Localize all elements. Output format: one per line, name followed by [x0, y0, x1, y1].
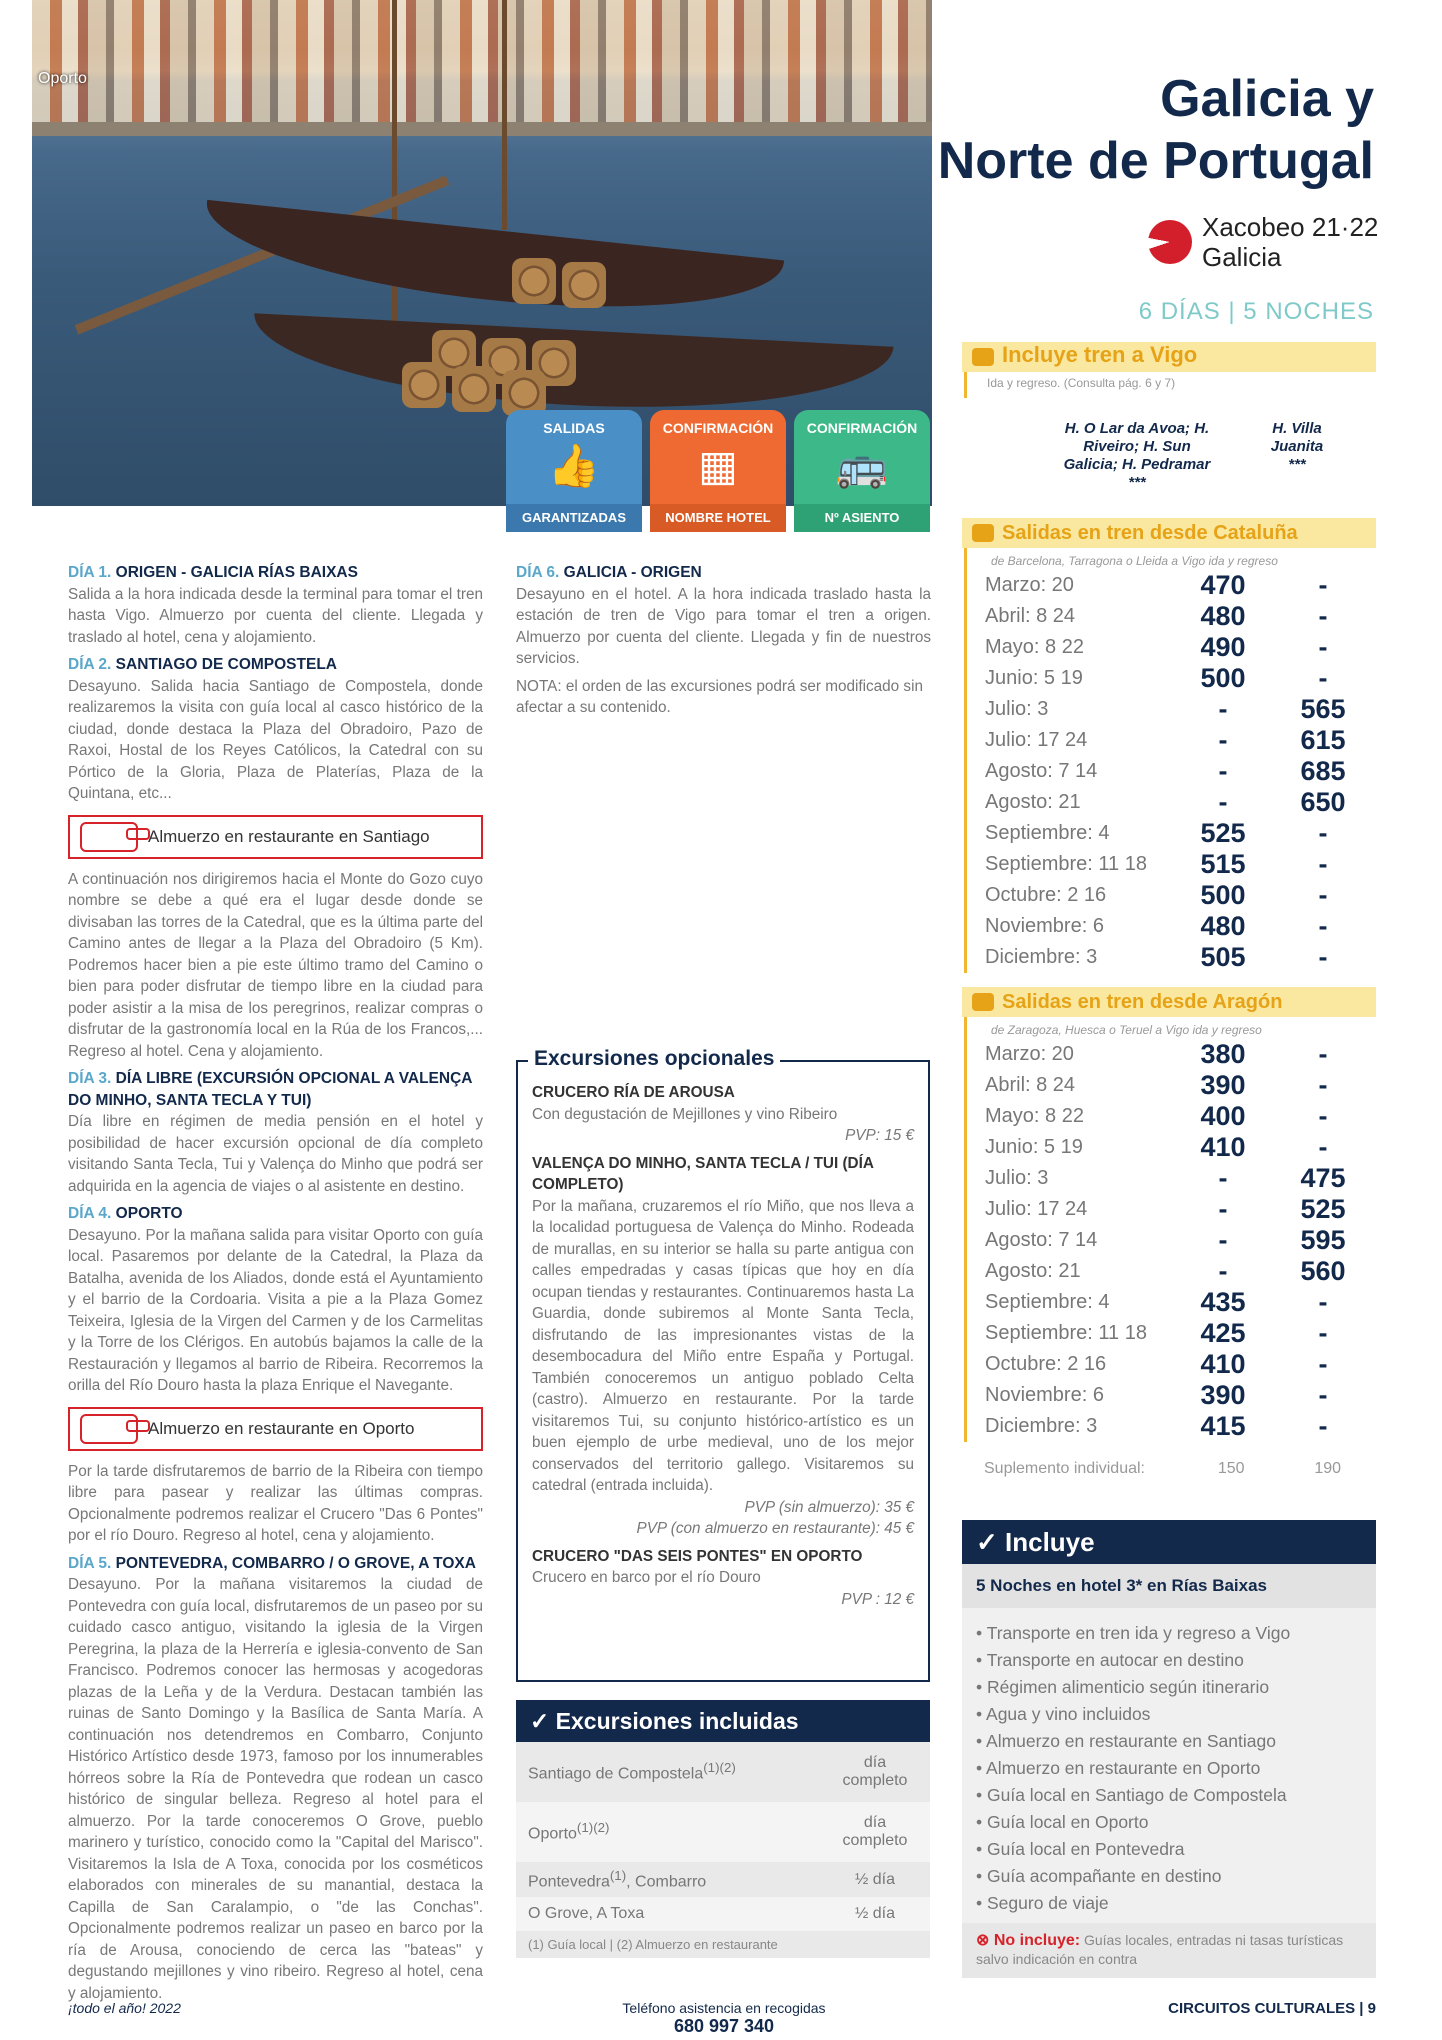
thumbs-up-icon: 👍: [547, 442, 601, 489]
price-cell-b: -: [1318, 632, 1328, 662]
include-item: • Guía local en Oporto: [976, 1809, 1362, 1836]
include-item: • Guía local en Pontevedra: [976, 1836, 1362, 1863]
price-cell-a: 470: [1200, 570, 1246, 600]
price-cell-a: -: [1218, 787, 1228, 817]
price-cell-b: -: [1318, 1287, 1328, 1317]
price-cell-a: 490: [1200, 632, 1246, 662]
price-cell-b: -: [1318, 1132, 1328, 1162]
price-cell-a: 410: [1200, 1132, 1246, 1162]
price-cell-a: -: [1218, 694, 1228, 724]
price-cell-m: Mayo: 8 22: [985, 636, 1084, 658]
include-item: • Almuerzo en restaurante en Oporto: [976, 1755, 1362, 1782]
include-item: • Agua y vino incluidos: [976, 1701, 1362, 1728]
page-title: [938, 68, 1374, 192]
price-cell-m: Septiembre: 11 18: [985, 1322, 1147, 1344]
pointing-hand-icon: [80, 822, 138, 852]
price-row: [967, 1039, 1376, 1070]
price-row: [967, 632, 1376, 663]
price-row: [967, 1132, 1376, 1163]
price-cell-b: -: [1318, 570, 1328, 600]
price-cell-b: 565: [1300, 694, 1346, 724]
include-item: • Guía local en Santiago de Compostela: [976, 1782, 1362, 1809]
price-cell-m: Mayo: 8 22: [985, 1105, 1084, 1127]
price-cell-m: Agosto: 7 14: [985, 760, 1098, 782]
price-cell-a: 435: [1200, 1287, 1246, 1317]
price-cell-m: Marzo: 20: [985, 1043, 1074, 1065]
optional-excursions: Excursiones opcionales CRUCERO RÍA DE AROUSA Con degustación de Mejillones y vino Ribeiro PVP: 15 € VALENÇA DO MINHO, SANTA TECLA / TUI (DÍA COMPLETO) Por la mañana, cruzaremos el río Miño, que nos lleva a la localidad portuguesa de Valença do Minho. Rodeada de murallas, en su interior se halla su parte antigua con calles empedradas y casas típicas que hoy en día ocupan tiendas y restaurantes. Continuaremos hasta La Guardia, donde subiremos al Monte Santa Tecla, disfrutando de las impresionantes vistas de la desembocadura del Miño entre España y Portugal. También conoceremos un antiguo poblado Celta (castro). Almuerzo en restaurante. Por la tarde visitaremos Tui, su conjunto histórico-artístico es un buen ejemplo de urbe medieval, uno de los mejor conservados del territorio gallego. Visitaremos su catedral (entrada incluida). PVP (sin almuerzo): 35 € PVP (con almuerzo en restaurante): 45 € CRUCERO "DAS SEIS PONTES" EN OPORTO Crucero en barco por el río Douro PVP : 12 €: [516, 1060, 930, 1682]
price-cell-m: Agosto: 21: [985, 1260, 1081, 1282]
price-row: [967, 1070, 1376, 1101]
price-cell-b: -: [1318, 880, 1328, 910]
price-cell-m: Junio: 5 19: [985, 1136, 1083, 1158]
price-cell-b: 650: [1300, 787, 1346, 817]
price-cell-b: -: [1318, 1411, 1328, 1441]
price-row: [967, 1287, 1376, 1318]
price-cell-m: Octubre: 2 16: [985, 1353, 1107, 1375]
cataluna-header: Salidas en tren desde Cataluña: [962, 518, 1376, 548]
duration: 6 DÍAS | 5 NOCHES: [1138, 298, 1374, 325]
include-item: • Transporte en autocar en destino: [976, 1647, 1362, 1674]
price-row: [967, 1349, 1376, 1380]
itinerary-right: DÍA 6. GALICIA - ORIGEN Desayuno en el hotel. A la hora indicada traslado hasta la estación de tren de Vigo para tomar el tren a origen. Almuerzo por cuenta del cliente. Llegada y fin de nuestros servicios. NOTA: el orden de las excursiones podrá ser modificado sin afectar a su contenido.: [516, 564, 931, 716]
include-item: • Guía acompañante en destino: [976, 1863, 1362, 1890]
price-cell-a: -: [1218, 1194, 1228, 1224]
cataluna-prices: de Barcelona, Tarragona o Lleida a Vigo ida y regreso Marzo: 20 470 - Abril: 8 24 480 - Mayo: 8 22 490 - Junio: 5 19 500 - Julio: 3 - 565 Julio: 17 24 - 615 Agosto: 7 14 - 685 Agosto: 21 - 650 Septiembre: 4 525 - Septiembre: 11 18 515 - Octubre: 2 16 500 - Noviembre: 6 480 - Diciembre: 3 505 -: [964, 548, 1376, 973]
price-row: [967, 818, 1376, 849]
footer-section: CIRCUITOS CULTURALES | 9: [1168, 2000, 1376, 2017]
price-row: [967, 1194, 1376, 1225]
price-row: [967, 1380, 1376, 1411]
price-cell-m: Noviembre: 6: [985, 915, 1104, 937]
price-cell-m: Septiembre: 4: [985, 1291, 1110, 1313]
price-row: [967, 694, 1376, 725]
price-row: [967, 880, 1376, 911]
price-cell-m: Abril: 8 24: [985, 605, 1076, 627]
price-cell-a: -: [1218, 1225, 1228, 1255]
price-row: [967, 787, 1376, 818]
price-cell-a: -: [1218, 1163, 1228, 1193]
bus-icon: 🚌: [835, 442, 889, 489]
price-cell-m: Diciembre: 3: [985, 1415, 1098, 1437]
price-cell-a: 500: [1200, 663, 1246, 693]
footer-phone: Teléfono asistencia en recogidas 680 997 340: [622, 2000, 826, 2036]
price-row: [967, 756, 1376, 787]
price-cell-m: Julio: 17 24: [985, 729, 1088, 751]
price-cell-a: 505: [1200, 942, 1246, 972]
price-cell-m: Marzo: 20: [985, 574, 1074, 596]
title-line-2: Norte de Portugal: [937, 132, 1374, 190]
price-cell-b: -: [1318, 1349, 1328, 1379]
lunch-box-santiago: Almuerzo en restaurante en Santiago: [68, 815, 483, 859]
title-line-1: Galicia y: [1160, 70, 1374, 128]
photo-caption: Oporto: [38, 70, 87, 87]
include-item: • Almuerzo en restaurante en Santiago: [976, 1728, 1362, 1755]
price-cell-m: Noviembre: 6: [985, 1384, 1104, 1406]
price-row: [967, 942, 1376, 973]
price-row: [967, 1163, 1376, 1194]
price-cell-b: 525: [1300, 1194, 1346, 1224]
badge-group: [506, 410, 930, 532]
include-item: • Régimen alimenticio según itinerario: [976, 1674, 1362, 1701]
price-row: [967, 911, 1376, 942]
price-cell-a: 425: [1200, 1318, 1246, 1348]
price-cell-b: -: [1318, 1380, 1328, 1410]
price-cell-b: -: [1318, 1039, 1328, 1069]
price-cell-a: 480: [1200, 911, 1246, 941]
aragon-prices: de Zaragoza, Huesca o Teruel a Vigo ida y regreso Marzo: 20 380 - Abril: 8 24 390 - Mayo: 8 22 400 - Junio: 5 19 410 - Julio: 3 - 475 Julio: 17 24 - 525 Agosto: 7 14 - 595 Agosto: 21 - 560 Septiembre: 4 435 - Septiembre: 11 18 425 - Octubre: 2 16 410 - Noviembre: 6 390 - Diciembre: 3 415 -: [964, 1017, 1376, 1442]
price-cell-b: 560: [1300, 1256, 1346, 1286]
prices-column: Incluye tren a Vigo Ida y regreso. (Consulta pág. 6 y 7) H. O Lar da Avoa; H. Riveiro; H. Sun Galicia; H. Pedramar *** H. Villa Juanita *** Salidas en tren desde Cataluña de Barcelona, Tarragona o Lleida a Vigo ida y regreso Marzo: 20 470 - Abril: 8 24 480 - Mayo: 8 22 490 - Junio: 5 19 500 - Julio: 3 - 565 Julio: 17 24 - 615 Agosto: 7 14 - 685 Agosto: 21 - 650 Septiembre: 4 525 - Septiembre: 11 18 515 - Octubre: 2 16 500 - Noviembre: 6 480 - Diciembre: 3 505 - Salidas en tren desde Aragón de Zaragoza, Huesca o Teruel a Vigo ida y regreso Marzo: 20 380 - Abril: 8 24 390 - Mayo: 8 22 400 - Junio: 5 19 410 - Julio: 3 - 475 Julio: 17 24 - 525 Agosto: 7 14 - 595 Agosto: 21 - 560 Septiembre: 4 435 - Septiembre: 11 18 425 - Octubre: 2 16 410 - Noviembre: 6 390 - Diciembre: 3 415 - Suplemento individual: 150 190: [962, 342, 1376, 1478]
price-cell-m: Agosto: 7 14: [985, 1229, 1098, 1251]
itinerary-left: DÍA 1. ORIGEN - GALICIA RÍAS BAIXAS Salida a la hora indicada desde la terminal para tomar el tren hasta Vigo. Almuerzo por cuenta del cliente. Llegada y traslado al hotel, cena y alojamiento. DÍA 2. SANTIAGO DE COMPOSTELA Desayuno. Salida hacia Santiago de Compostela, donde realizaremos la visita con guía local al casco histórico de la ciudad, donde destaca la Plaza del Obradoiro, Pazo de Raxoi, Hostal de los Reyes Católicos, la Catedral con su Pórtico de la Gloria, Plaza de Platerías, Plaza de la Quintana, etc... Almuerzo en restaurante en Santiago A continuación nos dirigiremos hacia el Monte do Gozo cuyo nombre se debe a qué era el lugar desde donde se divisaban las torres de la Catedral, que es la última parte del Camino antes de llegar a la Plaza del Obradoiro (5 Km). Podremos hacer bien a pie este último tramo del Camino o bien para poder disfrutar de tiempo libre en la ciudad para poder asistir a la misa de los peregrinos, realizar compras o disfrutar de la gastronomía local en la Rúa de los Francos,... Regreso al hotel. Cena y alojamiento. DÍA 3. DÍA LIBRE (EXCURSIÓN OPCIONAL A VALENÇA DO MINHO, SANTA TECLA Y TUI) Día libre en régimen de media pensión en el hotel y posibilidad de hacer excursión opcional de día completo visitando Santa Tecla, Tui y Valença do Minho que podrá ser adquirida en la agencia de viajes o al asistente en destino. DÍA 4. OPORTO Desayuno. Por la mañana salida para visitar Oporto con guía local. Pasaremos por delante de la Catedral, la Plaza da Batalha, avenida de los Aliados, donde está el Ayuntamiento y el barrio de la Cordoaria. Visita a pie a la Plaza Gomez Teixeira, Iglesia de la Virgen del Carmen y de los Carmelitas y la Torre de los Clérigos. En autobús bajamos la calle de la Restauración y llegamos al barrio de Ribeira. Recorremos la orilla del Río Douro hasta la plaza Enrique el Navegante. Almuerzo en restaurante en Oporto Por la tarde disfrutaremos de barrio de la Ribeira con tiempo libre para pasear y realizar las últimas compras. Opcionalmente podremos realizar el Crucero "Das 6 Pontes" por el río Douro. Regreso al hotel, cena y alojamiento. DÍA 5. PONTEVEDRA, COMBARRO / O GROVE, A TOXA Desayuno. Por la mañana visitaremos la ciudad de Pontevedra con guía local, disfrutaremos de un paseo por su cuidado casco antiguo, visitando la iglesia de la Virgen Peregrina, la plaza de la Herrería e iglesia-convento de San Francisco. Podremos conocer las hermosas y acogedoras plazas de la Leña y de la Verdura. Destacan también las ruinas de Santo Domingo y la Basílica de Santa María. A continuación nos detendremos en Combarro, Conjunto Histórico Artístico desde 1973, famoso por los innumerables hórreos sobre la Ría de Pontevedra que rodean un casco histórico de singular belleza. Regreso al hotel para el almuerzo. Por la tarde conoceremos O Grove, pueblo marinero y turístico, conocido como la "Capital del Marisco". Visitaremos la Isla de A Toxa, conocida por los cosméticos elaborados con minerales de su manantial, destaca la Capilla de San Caralampio, o "de las Conchas". Opcionalmente podremos realizar un paseo en barco por la ría de Arousa, conociendo de cerca las "bateas" y degustando mejillones y vino ribeiro. Regreso al hotel, cena y alojamiento.: [68, 564, 483, 2002]
badge-guaranteed: SALIDAS 👍 GARANTIZADAS: [506, 410, 642, 532]
price-cell-m: Diciembre: 3: [985, 946, 1098, 968]
price-cell-m: Junio: 5 19: [985, 667, 1083, 689]
supplement-row: Suplemento individual: 150 190: [984, 1460, 1342, 1477]
price-row: [967, 570, 1376, 601]
price-cell-m: Julio: 3: [985, 698, 1049, 720]
include-item: • Seguro de viaje: [976, 1890, 1362, 1917]
price-cell-b: -: [1318, 663, 1328, 693]
include-item: • Transporte en tren ida y regreso a Vigo: [976, 1620, 1362, 1647]
lunch-box-oporto: Almuerzo en restaurante en Oporto: [68, 1407, 483, 1451]
price-cell-a: 525: [1200, 818, 1246, 848]
price-cell-a: 400: [1200, 1101, 1246, 1131]
price-row: [967, 1318, 1376, 1349]
price-cell-m: Octubre: 2 16: [985, 884, 1107, 906]
price-cell-a: 515: [1200, 849, 1246, 879]
price-cell-a: 500: [1200, 880, 1246, 910]
price-cell-a: -: [1218, 756, 1228, 786]
price-cell-b: -: [1318, 601, 1328, 631]
price-cell-b: 615: [1300, 725, 1346, 755]
price-cell-m: Agosto: 21: [985, 791, 1081, 813]
price-row: [967, 1411, 1376, 1442]
price-cell-b: -: [1318, 942, 1328, 972]
price-cell-m: Julio: 3: [985, 1167, 1049, 1189]
includes-box: ✓ Incluye 5 Noches en hotel 3* en Rías Baixas • Transporte en tren ida y regreso a Vigo • Transporte en autocar en destino • Régimen alimenticio según itinerario • Agua y vino incluidos • Almuerzo en restaurante en Santiago • Almuerzo en restaurante en Oporto • Guía local en Santiago de Compostela • Guía local en Oporto • Guía local en Pontevedra • Guía acompañante en destino • Seguro de viaje ⊗ No incluye: Guías locales, entradas ni tasas turísticas salvo indicación en contra: [962, 1520, 1376, 1978]
price-cell-a: 415: [1200, 1411, 1246, 1441]
included-excursions: ✓ Excursiones incluidas Santiago de Compostela$^{(1)(2)}$ día completo Oporto$^{(1)(2)}$ día completo Pontevedra$^{(1)}$, Combarro ½ día O Grove, A Toxa ½ día (1) Guía local | (2) Almuerzo en restaurante: [516, 1700, 930, 1958]
price-row: [967, 1101, 1376, 1132]
price-cell-m: Septiembre: 4: [985, 822, 1110, 844]
price-cell-b: -: [1318, 1101, 1328, 1131]
price-cell-b: -: [1318, 849, 1328, 879]
price-cell-b: 595: [1300, 1225, 1346, 1255]
price-cell-m: Septiembre: 11 18: [985, 853, 1147, 875]
price-cell-a: 380: [1200, 1039, 1246, 1069]
price-row: [967, 663, 1376, 694]
badge-seat: CONFIRMACIÓN 🚌 Nº ASIENTO: [794, 410, 930, 532]
price-row: [967, 601, 1376, 632]
price-row: [967, 725, 1376, 756]
price-cell-a: -: [1218, 725, 1228, 755]
pointing-hand-icon: [80, 1414, 138, 1444]
price-row: [967, 1225, 1376, 1256]
price-cell-b: -: [1318, 1318, 1328, 1348]
train-banner: Incluye tren a Vigo: [962, 342, 1376, 372]
aragon-header: Salidas en tren desde Aragón: [962, 987, 1376, 1017]
badge-hotel: CONFIRMACIÓN ▦ NOMBRE HOTEL: [650, 410, 786, 532]
building-icon: ▦: [698, 442, 738, 489]
price-cell-b: 475: [1300, 1163, 1346, 1193]
xacobeo-mark-icon: [1148, 220, 1192, 264]
price-cell-m: Abril: 8 24: [985, 1074, 1076, 1096]
price-row: [967, 849, 1376, 880]
price-cell-b: 685: [1300, 756, 1346, 786]
price-cell-m: Julio: 17 24: [985, 1198, 1088, 1220]
price-cell-a: -: [1218, 1256, 1228, 1286]
hotel-headers: H. O Lar da Avoa; H. Riveiro; H. Sun Galicia; H. Pedramar *** H. Villa Juanita ***: [1063, 420, 1324, 491]
price-cell-a: 390: [1200, 1070, 1246, 1100]
price-cell-a: 410: [1200, 1349, 1246, 1379]
price-cell-a: 480: [1200, 601, 1246, 631]
xacobeo-logo: Xacobeo 21·22 Galicia: [1148, 212, 1378, 272]
price-row: [967, 1256, 1376, 1287]
footer-brand: ¡todo el año! 2022: [68, 2000, 181, 2016]
price-cell-b: -: [1318, 818, 1328, 848]
price-cell-b: -: [1318, 1070, 1328, 1100]
price-cell-b: -: [1318, 911, 1328, 941]
price-cell-a: 390: [1200, 1380, 1246, 1410]
